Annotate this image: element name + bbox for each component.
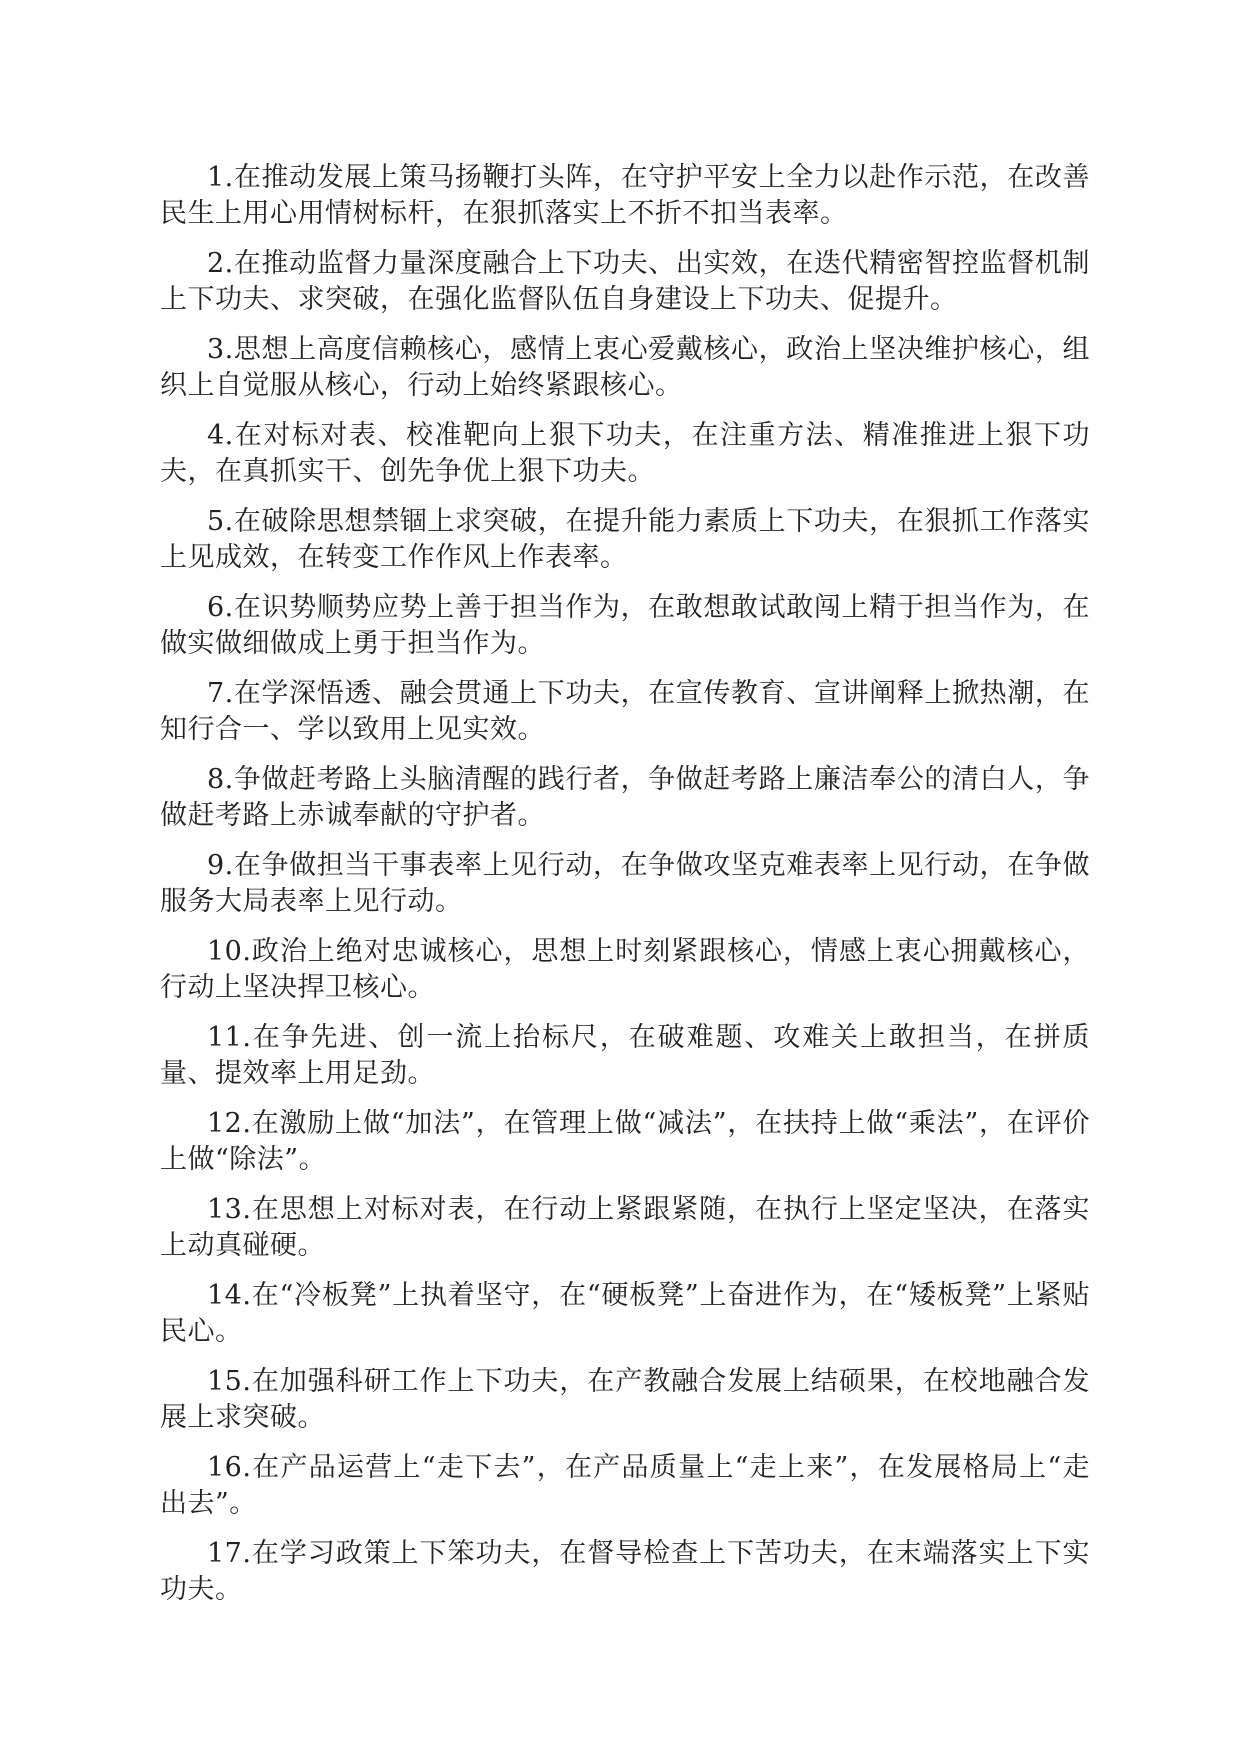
list-item: 16.在产品运营上“走下去”，在产品质量上“走上来”，在发展格局上“走出去”。 xyxy=(160,1452,1090,1519)
list-item: 10.政治上绝对忠诚核心，思想上时刻紧跟核心，情感上衷心拥戴核心，行动上坚决捍卫核心。 xyxy=(160,936,1090,1003)
list-item: 4.在对标对表、校准靶向上狠下功夫，在注重方法、精准推进上狠下功夫，在真抓实干、创先争优上狠下功夫。 xyxy=(160,420,1090,487)
list-item: 1.在推动发展上策马扬鞭打头阵，在守护平安上全力以赴作示范，在改善民生上用心用情树标杆，在狠抓落实上不折不扣当表率。 xyxy=(160,162,1090,229)
list-item: 13.在思想上对标对表，在行动上紧跟紧随，在执行上坚定坚决，在落实上动真碰硬。 xyxy=(160,1194,1090,1261)
list-item: 7.在学深悟透、融会贯通上下功夫，在宣传教育、宣讲阐释上掀热潮，在知行合一、学以致用上见实效。 xyxy=(160,678,1090,745)
list-item: 2.在推动监督力量深度融合上下功夫、出实效，在迭代精密智控监督机制上下功夫、求突破，在强化监督队伍自身建设上下功夫、促提升。 xyxy=(160,248,1090,315)
list-item: 9.在争做担当干事表率上见行动，在争做攻坚克难表率上见行动，在争做服务大局表率上见行动。 xyxy=(160,850,1090,917)
list-item: 6.在识势顺势应势上善于担当作为，在敢想敢试敢闯上精于担当作为，在做实做细做成上勇于担当作为。 xyxy=(160,592,1090,659)
list-item: 11.在争先进、创一流上抬标尺，在破难题、攻难关上敢担当，在拼质量、提效率上用足劲。 xyxy=(160,1022,1090,1089)
list-item: 8.争做赶考路上头脑清醒的践行者，争做赶考路上廉洁奉公的清白人，争做赶考路上赤诚奉献的守护者。 xyxy=(160,764,1090,831)
list-item: 12.在激励上做“加法”，在管理上做“减法”，在扶持上做“乘法”，在评价上做“除法”。 xyxy=(160,1108,1090,1175)
document-body xyxy=(160,160,1090,1622)
list-item: 17.在学习政策上下笨功夫，在督导检查上下苦功夫，在末端落实上下实功夫。 xyxy=(160,1538,1090,1605)
list-item: 5.在破除思想禁锢上求突破，在提升能力素质上下功夫，在狠抓工作落实上见成效，在转变工作作风上作表率。 xyxy=(160,506,1090,573)
list-item: 3.思想上高度信赖核心，感情上衷心爱戴核心，政治上坚决维护核心，组织上自觉服从核心，行动上始终紧跟核心。 xyxy=(160,334,1090,401)
list-item: 15.在加强科研工作上下功夫，在产教融合发展上结硕果，在校地融合发展上求突破。 xyxy=(160,1366,1090,1433)
list-item: 14.在“冷板凳”上执着坚守，在“硬板凳”上奋进作为，在“矮板凳”上紧贴民心。 xyxy=(160,1280,1090,1347)
